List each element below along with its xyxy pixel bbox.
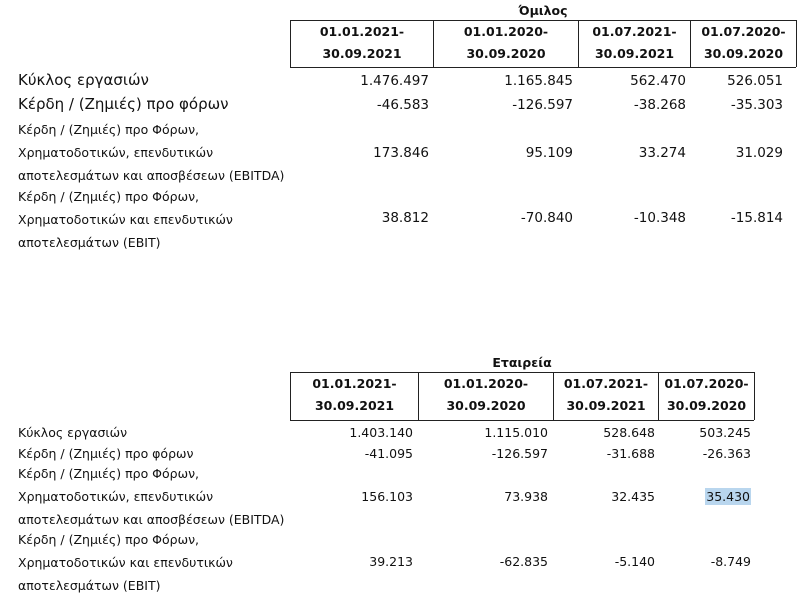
header-bottom-rule <box>290 67 796 68</box>
cell-value: 95.109 <box>525 145 573 161</box>
group-table <box>0 0 799 270</box>
cell-value: 1.165.845 <box>504 73 573 89</box>
cell-value: 156.103 <box>361 489 413 504</box>
header-divider <box>796 20 797 67</box>
cell-value: -38.268 <box>633 97 686 113</box>
period-end: 30.09.2021 <box>566 398 646 413</box>
row-label-ebitda: Κέρδη / (Ζημιές) προ Φόρων, Χρηματοδοτικών, επενδυτικών αποτελεσμάτων και αποσβέσεων (EBITDA) <box>18 466 285 527</box>
period-end: 30.09.2021 <box>314 398 395 413</box>
row-label-ebit: Κέρδη / (Ζημιές) προ Φόρων, Χρηματοδοτικών και επενδυτικών αποτελεσμάτων (EBIT) <box>18 532 233 593</box>
column-header <box>434 21 578 65</box>
period-start: 01.01.2020- <box>463 24 549 39</box>
cell-value: -5.140 <box>614 554 655 569</box>
column-header <box>659 373 754 417</box>
group-table-title: Όμιλος <box>518 3 568 18</box>
period-start: 01.07.2021- <box>592 24 677 39</box>
column-header <box>291 373 418 417</box>
cell-value: 39.213 <box>369 554 413 569</box>
cell-value: -46.583 <box>376 97 429 113</box>
company-table-title: Εταιρεία <box>492 355 552 370</box>
period-start: 01.01.2021- <box>312 376 397 391</box>
cell-value: -15.814 <box>730 210 783 226</box>
period-start: 01.01.2021- <box>319 24 405 39</box>
cell-value: 73.938 <box>504 489 548 504</box>
cell-value: 31.029 <box>735 145 783 161</box>
cell-value: 32.435 <box>611 489 655 504</box>
cell-value: -31.688 <box>606 446 655 461</box>
period-end: 30.09.2021 <box>594 46 675 61</box>
cell-value: -41.095 <box>364 446 413 461</box>
period-start: 01.07.2021- <box>563 376 649 391</box>
period-end: 30.09.2021 <box>322 46 402 61</box>
cell-value <box>705 489 751 504</box>
period-end: 30.09.2020 <box>703 46 784 61</box>
cell-value: 33.274 <box>638 145 686 161</box>
cell-value: -8.749 <box>710 554 751 569</box>
row-label-pretax: Κέρδη / (Ζημιές) προ φόρων <box>18 95 229 113</box>
period-start: 01.07.2020- <box>664 376 749 391</box>
period-end: 30.09.2020 <box>666 398 747 413</box>
cell-value: 1.403.140 <box>349 425 413 440</box>
cell-value: 503.245 <box>699 425 751 440</box>
selected-text-highlight[interactable]: 35.430 <box>706 489 750 504</box>
cell-value: -10.348 <box>633 210 686 226</box>
header-divider <box>754 372 755 420</box>
cell-value: -62.835 <box>499 554 548 569</box>
row-label-ebitda: Κέρδη / (Ζημιές) προ Φόρων, Χρηματοδοτικών, επενδυτικών αποτελεσμάτων και αποσβέσεων (EBITDA) <box>18 122 285 183</box>
cell-value: 526.051 <box>727 73 783 89</box>
cell-value: 528.648 <box>603 425 655 440</box>
column-header <box>291 21 433 65</box>
company-table <box>0 352 799 595</box>
column-header <box>579 21 690 65</box>
cell-value: -35.303 <box>730 97 783 113</box>
cell-value: -70.840 <box>520 210 573 226</box>
cell-value: -126.597 <box>512 97 573 113</box>
cell-value: -26.363 <box>702 446 751 461</box>
column-header <box>554 373 658 417</box>
period-end: 30.09.2020 <box>466 46 546 61</box>
column-header <box>419 373 553 417</box>
cell-value: 562.470 <box>630 73 686 89</box>
cell-value: 173.846 <box>373 145 429 161</box>
period-start: 01.01.2020- <box>443 376 529 391</box>
cell-value: 38.812 <box>381 210 429 226</box>
cell-value: -126.597 <box>491 446 548 461</box>
row-label-pretax: Κέρδη / (Ζημιές) προ φόρων <box>18 446 194 461</box>
period-end: 30.09.2020 <box>446 398 526 413</box>
row-label-revenue: Κύκλος εργασιών <box>18 425 128 440</box>
cell-value: 1.476.497 <box>360 73 429 89</box>
cell-value: 1.115.010 <box>484 425 548 440</box>
column-header <box>691 21 796 65</box>
row-label-ebit: Κέρδη / (Ζημιές) προ Φόρων, Χρηματοδοτικών και επενδυτικών αποτελεσμάτων (EBIT) <box>18 189 233 250</box>
header-bottom-rule <box>290 420 754 421</box>
period-start: 01.07.2020- <box>701 24 786 39</box>
row-label-revenue: Κύκλος εργασιών <box>18 71 149 89</box>
